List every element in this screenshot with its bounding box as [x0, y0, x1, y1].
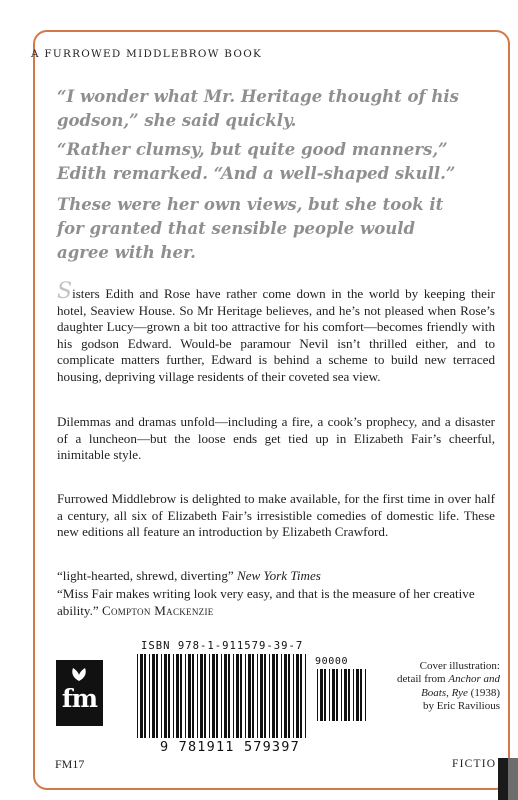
barcode-bar: [156, 654, 158, 738]
barcode-bar: [236, 654, 239, 738]
barcode-bar: [197, 654, 198, 738]
review-2-text: “Miss Fair makes writing look very easy, and that is the measure of her creative ability.”: [57, 586, 475, 618]
cover-credit-line-1: Cover illustration:: [419, 660, 500, 672]
drop-cap: S: [57, 279, 73, 304]
artwork-year: (1938): [467, 686, 500, 699]
barcode-bar: [300, 654, 302, 738]
logo-text: fm: [61, 684, 98, 713]
series-heading: A FURROWED MIDDLEBROW BOOK: [31, 48, 263, 60]
review-1: [57, 568, 495, 585]
review-2-source: Compton Mackenzie: [101, 602, 214, 618]
publisher-logo: [56, 660, 103, 726]
barcode-bar: [221, 654, 222, 738]
barcode-bar: [257, 654, 258, 738]
spine-edge-shade: [508, 758, 518, 800]
barcode-bar: [320, 669, 323, 721]
quote-3-line-1: These were her own views, but she took it: [57, 195, 444, 214]
quote-3-line-3: agree with her.: [57, 243, 196, 262]
barcode-bar: [272, 654, 275, 738]
barcode-bar: [137, 654, 138, 738]
barcode-bar: [149, 654, 150, 738]
barcode-bar: [192, 654, 194, 738]
leaf-icon: [70, 666, 88, 682]
quote-2-line-1: “Rather clumsy, but quite good manners,”: [57, 140, 448, 159]
barcode-bar: [269, 654, 270, 738]
barcode-bar: [260, 654, 263, 738]
quote-3-line-2: for granted that sensible people would: [57, 219, 416, 238]
barcode-bar: [140, 654, 143, 738]
barcode-bar: [152, 654, 155, 738]
barcode-bar: [344, 669, 347, 721]
barcode-bar: [348, 669, 350, 721]
barcode-bar: [200, 654, 203, 738]
genre-label: FICTIO: [452, 758, 497, 770]
barcode-bar: [209, 654, 210, 738]
barcode-bar: [336, 669, 338, 721]
barcode-bar: [248, 654, 251, 738]
barcode-bar: [252, 654, 254, 738]
barcode-bar: [329, 669, 330, 721]
barcode-bar: [224, 654, 227, 738]
barcode-bar: [185, 654, 186, 738]
quote-1-line-1: “I wonder what Mr. Heritage thought of his: [57, 87, 459, 106]
barcode-bar: [284, 654, 287, 738]
barcode-bar: [228, 654, 230, 738]
quote-2: [57, 138, 497, 186]
barcode-bar: [233, 654, 234, 738]
artwork-title: Anchor and Boats, Rye: [421, 673, 500, 699]
barcode-bar: [365, 669, 366, 721]
barcode-bar: [176, 654, 179, 738]
blurb-paragraph-2: Dilemmas and dramas unfold—including a fire, a cook’s prophecy, and a disaster of a luncheon—but the loose ends get tied up in Elizabeth Fair’s cheerful, inimitable style.: [57, 414, 495, 463]
blurb-paragraph-1: [57, 279, 495, 386]
barcode-bar: [245, 654, 246, 738]
barcode-bar: [341, 669, 342, 721]
barcode-bar: [204, 654, 206, 738]
barcode-bar: [353, 669, 354, 721]
barcode-addon-digits: 90000: [315, 656, 349, 667]
cover-credit: [376, 660, 500, 714]
barcode-bar: [305, 654, 306, 738]
barcode-bar: [164, 654, 167, 738]
barcode-bar: [296, 654, 299, 738]
barcode-bar: [293, 654, 294, 738]
barcode-bar: [188, 654, 191, 738]
barcode-bar: [216, 654, 218, 738]
quote-1: [57, 85, 497, 133]
barcode-bar: [173, 654, 174, 738]
barcode-bar: [212, 654, 215, 738]
barcode-bar: [276, 654, 278, 738]
barcode-addon-bars: [315, 669, 369, 721]
isbn-label: ISBN 978-1-911579-39-7: [141, 640, 304, 652]
blurb-paragraph-3: Furrowed Middlebrow is delighted to make available, for the first time in over half a century, all six of Elizabeth Fair’s irresistible comedies of domestic life. These new editions all feature an introduction by Elizabeth Crawford.: [57, 491, 495, 540]
review-1-source: New York Times: [236, 568, 321, 583]
blurb-paragraph-1-text: isters Edith and Rose have rather come down in the world by keeping their hotel, Seaview House. So Mr Heritage believes, and he’s not pleased when Rose’s daughter Lucy—grown a bit too attractive for his comfort—becomes friendly with his godson Edward. Would-be paramour Nevil isn’t thrilled either, and to complicate matters further, Edward is behind a scheme to build new terraced housing, depriving village residents of their coveted sea view.: [57, 286, 495, 384]
barcode-bar: [324, 669, 326, 721]
barcode-bar: [144, 654, 146, 738]
cover-credit-artist: by Eric Ravilious: [423, 700, 500, 713]
barcode-bar: [264, 654, 266, 738]
barcode-bar: [168, 654, 170, 738]
cover-credit-line-2: detail from: [397, 673, 449, 686]
barcode-bar: [161, 654, 162, 738]
review-1-text: “light-hearted, shrewd, diverting”: [57, 568, 237, 583]
barcode-bar: [281, 654, 282, 738]
series-code: FM17: [55, 757, 85, 771]
quote-1-line-2: godson,” she said quickly.: [57, 111, 297, 130]
review-2: [57, 586, 495, 619]
barcode-bar: [356, 669, 359, 721]
barcode-bar: [288, 654, 290, 738]
barcode-digits: 9 781911 579397: [160, 739, 300, 755]
barcode-bar: [317, 669, 318, 721]
barcode-bar: [180, 654, 182, 738]
barcode-bar: [240, 654, 242, 738]
barcode-bar: [332, 669, 335, 721]
quote-2-line-2: Edith remarked. “And a well-shaped skull.”: [57, 164, 456, 183]
barcode-bar: [360, 669, 362, 721]
quote-3: [57, 193, 497, 265]
